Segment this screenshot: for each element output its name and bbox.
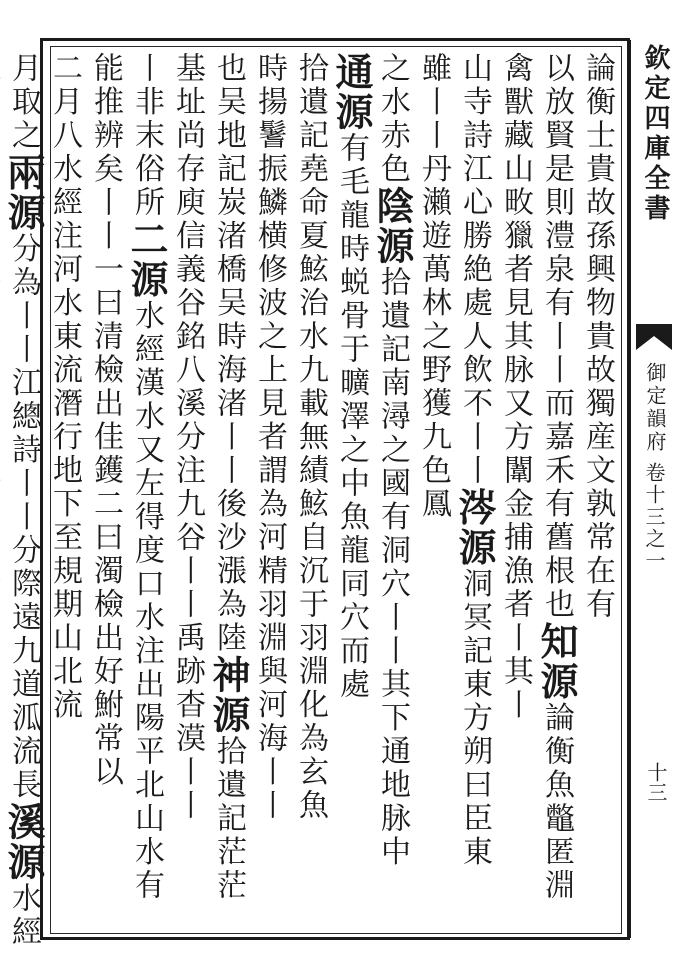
text-column xyxy=(0,52,3,930)
entry-text: 拾遺記茫茫 xyxy=(211,735,246,903)
text-column xyxy=(208,52,249,930)
text-column xyxy=(249,52,290,930)
entry-text: 山寺詩江心勝絶處人飲不丨丨 xyxy=(457,52,492,488)
entry-text: 丨非末俗所 xyxy=(129,52,164,220)
text-column xyxy=(454,52,495,930)
text-column xyxy=(1,52,46,949)
margin-divider xyxy=(630,40,631,938)
volume-label: 卷十三之一 xyxy=(642,462,666,572)
entry-text: 有毛龍時蜕骨于曠澤之中魚龍同穴而處 xyxy=(334,132,369,702)
entry-text: 丨丨一曰清檢出佳鑊二曰濁檢出好鮒常以 xyxy=(88,186,123,789)
text-column xyxy=(126,52,167,930)
entry-text: 雖丨丨丹瀨 xyxy=(416,52,451,220)
entry-text: 論衡魚鼈匿淵 xyxy=(539,701,574,903)
entry-heading: 知源 xyxy=(534,621,579,702)
text-column xyxy=(167,52,208,930)
text-column xyxy=(495,52,536,930)
entry-text: 基址尚存庾信義谷銘八溪分注九谷丨丨 xyxy=(170,52,205,622)
text-column xyxy=(413,52,454,930)
entry-heading: 溪源 xyxy=(1,802,46,882)
entry-text: 以放賢是則澧泉有丨丨而嘉禾有舊根也 xyxy=(539,52,574,622)
entry-text: 之水赤色 xyxy=(375,52,410,186)
entry-text: 論衡士貴故孫興物貴故獨産文孰常在有 xyxy=(580,52,615,622)
entry-heading: 通源 xyxy=(329,52,374,132)
entry-text: 分為丨丨江總詩丨丨分際遠九道泒流長 xyxy=(6,232,41,802)
entry-text: 二月八 xyxy=(47,52,82,153)
entry-heading: 二源 xyxy=(124,219,169,300)
entry-heading: 涔源 xyxy=(452,487,497,568)
text-column xyxy=(577,52,618,930)
entry-text: 禽獸藏山畋獵者見其脉又方闈金 xyxy=(498,52,533,521)
entry-text: 水經漢水又左得度口水注出陽平北山水有 xyxy=(129,299,164,903)
entry-text: 水經注河水東流潛行地下至規期山北流 xyxy=(47,152,82,722)
main-text xyxy=(1,52,618,949)
fish-tail-mark-icon xyxy=(632,322,676,352)
entry-text: 禹跡杳漠丨丨 xyxy=(170,621,205,823)
text-column xyxy=(290,52,331,930)
entry-text: 遊萬林之野獲九色鳳 xyxy=(416,219,451,521)
entry-text: 能推辨矣 xyxy=(88,52,123,186)
entry-text: 也吴地記炭渚橋吴時海渚丨丨後沙漲為陸 xyxy=(211,52,246,655)
page-margin xyxy=(632,44,676,934)
text-column xyxy=(331,52,372,930)
entry-text: 捕漁者丨其丨 xyxy=(498,521,533,722)
entry-text: 時揚鬐振鱗横修波之上見者謂為河精羽淵與河海丨丨 xyxy=(252,52,287,823)
text-column xyxy=(372,52,413,930)
entry-text: 月取之 xyxy=(6,52,41,153)
text-column xyxy=(85,52,126,930)
book-title: 欽定四庫全書 xyxy=(640,44,670,224)
entry-text: 拾遺記南潯之國有洞穴丨丨其下通地脉中 xyxy=(375,266,410,869)
text-column xyxy=(44,52,85,930)
text-column xyxy=(536,52,577,930)
entry-heading: 陰源 xyxy=(370,186,415,266)
entry-heading: 神源 xyxy=(206,655,251,735)
book-subtitle: 御定韻府 xyxy=(643,362,667,454)
entry-text: 水經 xyxy=(6,882,41,949)
entry-text: 洞冥記東方朔曰臣東 xyxy=(457,567,492,869)
entry-text: 拾遺記堯命夏鮌治水九載無績鮌自沉于羽淵化為玄魚 xyxy=(293,52,328,823)
entry-heading: 兩源 xyxy=(1,152,46,233)
page-number: 十三 xyxy=(644,762,668,802)
